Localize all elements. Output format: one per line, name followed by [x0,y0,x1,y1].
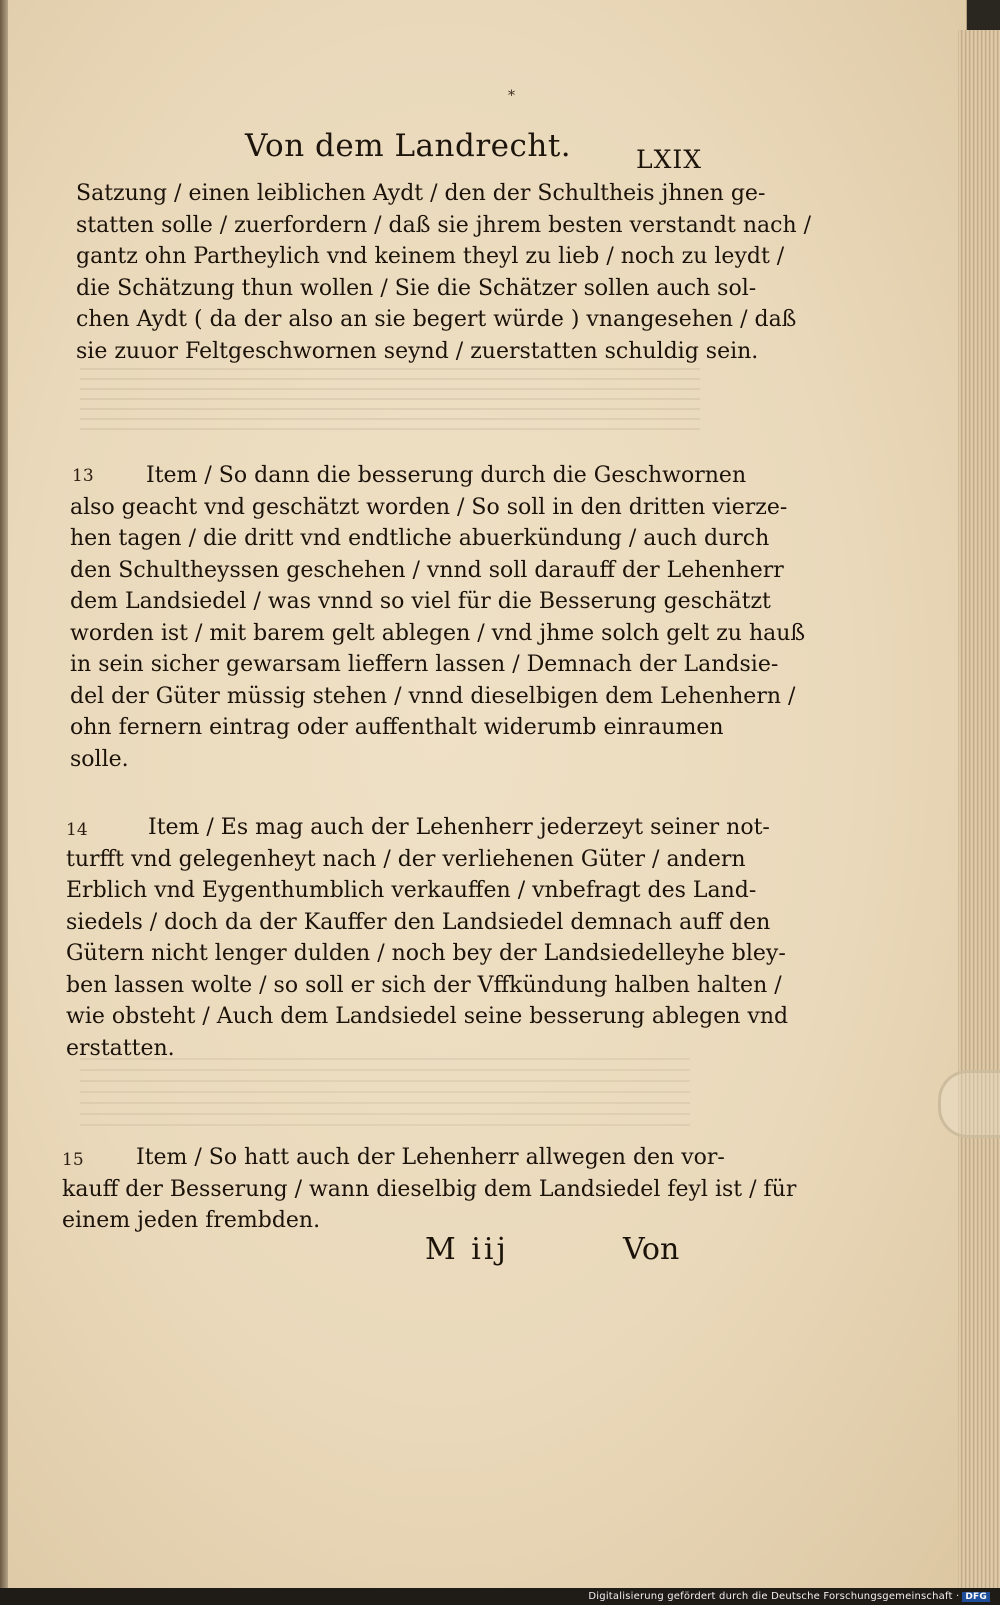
text-line: Item / So dann die besserung durch die Geschwornen [146,463,747,488]
text-line: Satzung / einen leiblichen Aydt / den der Schultheis jhnen ge- [76,181,766,206]
section-number: 15 [62,1150,84,1170]
text-line: die Schätzung thun wollen / Sie die Schätzer sollen auch sol- [76,275,757,301]
continuation-paragraph [76,178,811,367]
text-line: del der Güter müssig stehen / vnnd dieselbigen dem Lehenhern / [70,683,796,709]
text-line: sie zuuor Feltgeschwornen seynd / zuerstatten schuldig sein. [76,338,759,364]
text-line: wie obsteht / Auch dem Landsiedel seine besserung ablegen vnd [66,1004,789,1029]
text-line: also geacht vnd geschätzt worden / So soll in den dritten vierze- [70,494,788,520]
folio-number: LXIX [636,145,703,174]
text-line: erstatten. [66,1035,175,1061]
section-number: 13 [72,466,94,486]
text-line: einem jeden frembden. [62,1208,321,1233]
funding-credit [588,1591,990,1602]
section-number: 14 [66,820,88,840]
text-line: Item / So hatt auch der Lehenherr allwegen den vor- [136,1145,725,1170]
dfg-logo: DFG [962,1592,990,1602]
text-line: Item / Es mag auch der Lehenherr jederzeyt seiner not- [148,815,770,840]
text-line: kauff der Besserung / wann dieselbig dem Landsiedel feyl ist / für [62,1176,797,1202]
text-line: Gütern nicht lenger dulden / noch bey der Landsiedelleyhe bley- [66,941,786,966]
text-line: turfft vnd gelegenheyt nach / der verliehenen Güter / andern [66,846,746,872]
text-line: worden ist / mit barem gelt ablegen / vnd jhme solch gelt zu hauß [70,620,806,646]
text-line: Erblich vnd Eygenthumblich verkauffen / vnbefragt des Land- [66,878,757,903]
catchword: Von [623,1232,680,1267]
text-line: chen Aydt ( da der also an sie begert würde ) vnangesehen / daß [76,307,797,332]
text-line: den Schultheyssen geschehen / vnnd soll darauff der Lehenherr [70,557,784,583]
text-line: dem Landsiedel / was vnnd so viel für die Besserung geschätzt [70,589,771,614]
ornament-mark: * [508,88,515,104]
text-line: ben lassen wolte / so soll er sich der Vffkündung halben halten / [66,972,782,998]
paper-clip [938,1070,1000,1138]
text-line: in sein sicher gewarsam lieffern lassen / Demnach der Landsie- [70,652,779,677]
signature-mark: M iij [425,1232,509,1267]
bleed-through-text [80,1058,690,1128]
text-line: solle. [70,746,129,772]
text-line: gantz ohn Partheylich vnd keinem theyl zu lieb / noch zu leydt / [76,244,785,269]
section-15-paragraph [62,1142,796,1237]
text-line: ohn fernern eintrag oder auffenthalt widerumb einraumen [70,715,724,740]
section-13-paragraph [70,460,805,775]
running-title: Von dem Landrecht. [245,128,572,164]
bleed-through-text [80,368,700,438]
text-line: hen tagen / die dritt vnd endtliche abuerkündung / auch durch [70,526,770,551]
text-line: siedels / doch da der Kauffer den Landsiedel demnach auff den [66,909,771,935]
section-14-paragraph [66,812,788,1064]
credit-text: Digitalisierung gefördert durch die Deutsche Forschungsgemeinschaft · [588,1591,960,1602]
text-line: statten solle / zuerfordern / daß sie jhrem besten verstandt nach / [76,212,812,238]
page-edges [958,30,1000,1590]
